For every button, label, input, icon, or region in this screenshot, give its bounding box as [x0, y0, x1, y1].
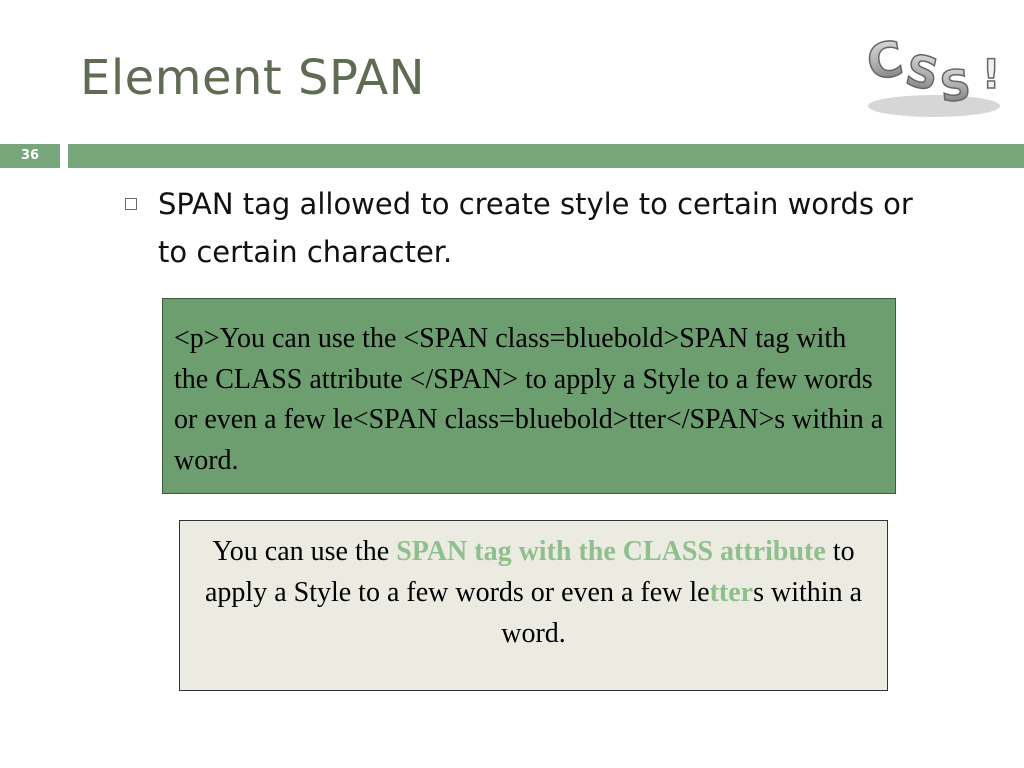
slide-number: 36 — [0, 144, 60, 168]
bullet-square-icon — [125, 198, 137, 210]
rendered-text-part: to apply a Style to a few words or even a few le — [204, 536, 855, 608]
rendered-text-part: You can use the — [212, 536, 397, 567]
svg-text:C: C — [862, 30, 908, 92]
rendered-text-part: s within a word. — [501, 577, 862, 649]
svg-text:S: S — [901, 44, 943, 102]
rendered-example-text — [198, 531, 869, 654]
svg-text:!: ! — [982, 52, 1001, 98]
bluebold-span: tter — [709, 577, 754, 608]
bullet-text: SPAN tag allowed to create style to certain words or to certain character. — [158, 187, 913, 269]
bluebold-span: SPAN tag with the CLASS attribute — [396, 536, 826, 567]
slide-title: Element SPAN — [80, 50, 426, 106]
rendered-example-box — [179, 520, 888, 691]
header-bar — [68, 144, 1024, 168]
code-example-text: <p>You can use the <SPAN class=bluebold>SPAN tag with the CLASS attribute </SPAN> to apply a Style to a few words or even a few le<SPAN class=bluebold>tter</SPAN>s within a word. — [174, 323, 884, 476]
svg-text:S: S — [937, 59, 973, 112]
css-logo-icon — [862, 14, 1012, 124]
code-example-box — [162, 298, 896, 494]
